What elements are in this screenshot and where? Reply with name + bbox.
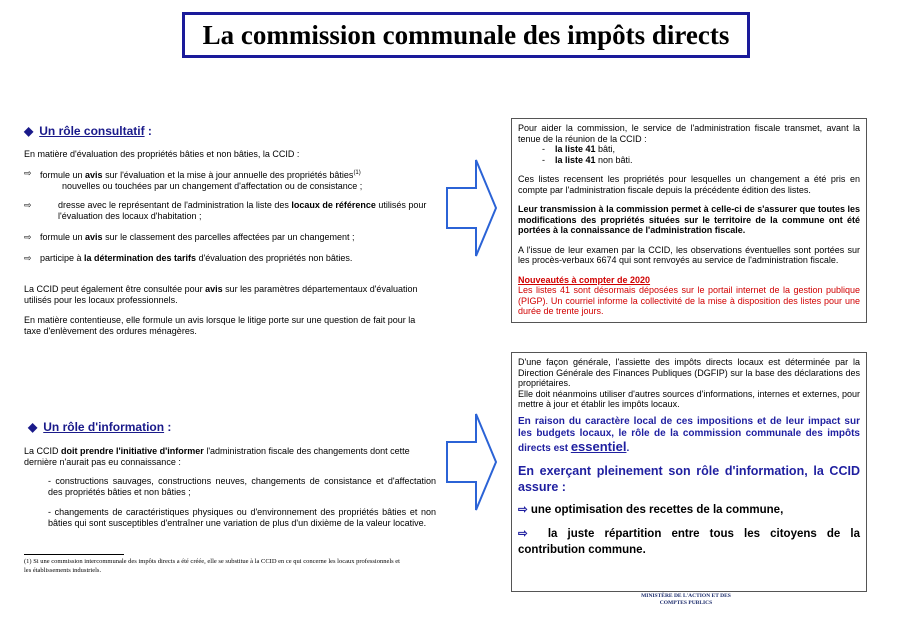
section-consultatif-heading: ◆ Un rôle consultatif :	[24, 124, 152, 138]
consultatif-bullet-1: ⇨ formule un avis sur l'évaluation et la mise à jour annuelle des propriétés bâties$^{(1)}$ nouvelles ou touchées par un changement d'affectation ou de consistance ;	[24, 168, 363, 191]
box1-new-heading: Nouveautés à compter de 2020	[518, 274, 651, 285]
arrow-bullet-icon: ⇨	[518, 528, 528, 540]
consultatif-bullet-2: ⇨ dresse avec le représentant de l'administration la liste des locaux de référence utilisés pour l'évaluation des locaux d'habitation ;	[24, 200, 427, 221]
arrow-bullet-icon: ⇨	[24, 168, 32, 178]
info-box-listes	[511, 118, 867, 323]
consultatif-bullet-3: ⇨ formule un avis sur le classement des parcelles affectées par un changement ;	[24, 232, 355, 242]
ministry-logo: MINISTÈRE DE L'ACTION ET DES COMPTES PUBLICS	[641, 593, 731, 606]
info-box-information	[511, 352, 867, 592]
box2-item-1: ⇨ une optimisation des recettes de la commune,	[518, 504, 784, 516]
arrow-bullet-icon: ⇨	[24, 232, 32, 242]
box1-paragraph-3: Leur transmission à la commission permet à celle-ci de s'assurer que toutes les modifications des propriétés situées sur le territoire de la commune ont été portées à la connaissance de l'administration fiscale.	[518, 204, 860, 235]
consultatif-paragraph-3: En matière contentieuse, elle formule un avis lorsque le litige porte sur une question de fait pour la taxe d'enlèvement des ordures ménagères.	[24, 315, 416, 336]
box1-intro: Pour aider la commission, le service de l'administration fiscale transmet, avant la tenue de la réunion de la CCID :	[518, 123, 860, 144]
arrow-bullet-icon: ⇨	[24, 253, 32, 263]
right-arrow-icon	[446, 412, 498, 512]
footnote: (1) Si une commission intercommunale des impôts directs a été créée, elle se substitue à la CCID en ce qui concerne les locaux professionnels et les établissements industriels.	[24, 558, 400, 574]
box1-item-2: - la liste 41 non bâti.	[542, 154, 633, 165]
box1-paragraph-2: Ces listes recensent les propriétés pour lesquelles un changement a été pris en compte par l'administration fiscale depuis la précédente édition des listes.	[518, 174, 860, 195]
box2-paragraph-1b: Elle doit néanmoins utiliser d'autres sources d'informations, internes et externes, pour mettre à jour et établir les impôts locaux.	[518, 388, 860, 409]
information-detail-2: - changements de caractéristiques physiques ou d'environnement des propriétés bâties et non bâties qui sont susceptibles d'entraîner une variation de plus d'un dixième de la valeur locative.	[48, 507, 436, 528]
arrow-bullet-icon: ⇨	[24, 200, 32, 210]
box2-item-2: ⇨ la juste répartition entre tous les citoyens de la contribution commune.	[518, 528, 860, 556]
diamond-bullet-icon: ◆	[24, 124, 34, 138]
information-detail-1: - constructions sauvages, constructions neuves, changements de consistance et d'affectation des propriétés bâties et non bâties ;	[48, 476, 436, 497]
footnote-divider	[24, 554, 124, 555]
consultatif-paragraph-2: La CCID peut également être consultée pour avis sur les paramètres départementaux d'évaluation utilisés pour les locaux professionnels.	[24, 284, 418, 305]
consultatif-intro: En matière d'évaluation des propriétés bâties et non bâties, la CCID :	[24, 149, 300, 159]
page-title: La commission communale des impôts directs	[202, 19, 730, 50]
section-information-heading: ◆ Un rôle d'information :	[28, 420, 172, 434]
box2-paragraph-3: En exerçant pleinement son rôle d'information, la CCID assure :	[518, 464, 860, 494]
box1-item-1: - la liste 41 bâti,	[542, 144, 616, 154]
diamond-bullet-icon: ◆	[28, 420, 38, 434]
box1-new-text: Les listes 41 sont désormais déposées sur le portail internet de la gestion publique (PIGP). Un courriel informe la collectivité de la mise à disposition des listes pour une durée de trente jours.	[518, 285, 860, 316]
box2-paragraph-2: En raison du caractère local de ces impositions et de leur impact sur les budgets locaux, le rôle de la commission communale des impôts directs est essentiel.	[518, 415, 860, 454]
box2-paragraph-1: D'une façon générale, l'assiette des impôts directs locaux est déterminée par la Direction Générale des Finances Publiques (DGFIP) sur la base des déclarations des propriétaires.	[518, 357, 860, 388]
right-arrow-icon	[446, 158, 498, 258]
title-box	[182, 12, 750, 58]
arrow-bullet-icon: ⇨	[518, 504, 528, 516]
consultatif-bullet-4: ⇨ participe à la détermination des tarifs d'évaluation des propriétés non bâties.	[24, 253, 353, 263]
box1-paragraph-4: A l'issue de leur examen par la CCID, les observations éventuelles sont portées sur les procès-verbaux 6674 qui sont renvoyés au service de l'administration fiscale.	[518, 244, 860, 265]
information-paragraph-1: La CCID doit prendre l'initiative d'informer l'administration fiscale des changements dont cette dernière n'aurait pas eu connaissance :	[24, 446, 410, 467]
